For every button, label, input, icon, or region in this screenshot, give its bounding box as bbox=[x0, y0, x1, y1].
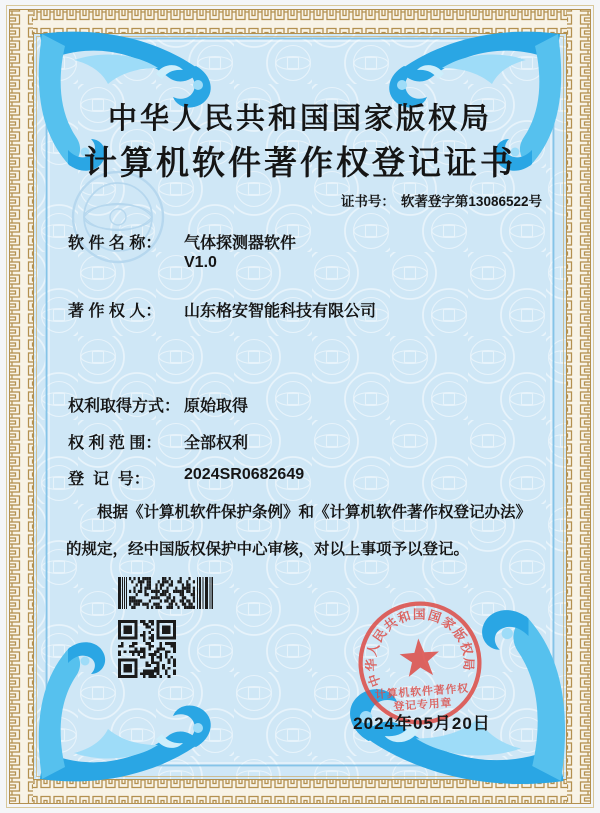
certificate-number-label: 证书号： bbox=[340, 194, 395, 209]
field-registration-number-label: 登 记 号： bbox=[68, 471, 150, 488]
field-registration-number bbox=[68, 466, 544, 488]
field-rights-scope bbox=[68, 430, 544, 452]
seal-line1: 计算机软件著作权 bbox=[374, 682, 470, 702]
qr-code-graphic bbox=[118, 620, 176, 678]
certificate-number bbox=[341, 190, 542, 210]
field-copyright-owner bbox=[68, 298, 544, 320]
certificate-title: 计算机软件著作权登记证书 bbox=[84, 144, 516, 181]
field-copyright-owner-value: 山东格安智能科技有限公司 bbox=[184, 303, 377, 320]
field-copyright-owner-label: 著 作 权 人： bbox=[68, 303, 162, 320]
field-rights-scope-label: 权 利 范 围： bbox=[68, 435, 162, 452]
field-rights-scope-value: 全部权利 bbox=[184, 435, 249, 452]
field-acquisition-method bbox=[68, 393, 544, 415]
issue-date: 2024年05月20日 bbox=[353, 714, 491, 733]
seal-line2: 登记专用章 bbox=[393, 697, 453, 714]
seal-ring-text: 中华人民共和国国家版权局 bbox=[363, 606, 477, 689]
barcode-graphic bbox=[118, 577, 213, 609]
field-acquisition-method-value: 原始取得 bbox=[184, 398, 249, 415]
authority-title: 中华人民共和国国家版权局 bbox=[107, 103, 492, 135]
field-software-version: V1.0 bbox=[184, 254, 217, 271]
field-software-name bbox=[68, 230, 544, 252]
field-acquisition-method-label: 权利取得方式： bbox=[68, 398, 181, 415]
star-icon bbox=[399, 637, 441, 677]
field-software-name-label: 软 件 名 称： bbox=[68, 235, 162, 252]
certificate-number-value: 软著登字第13086522号 bbox=[400, 194, 542, 209]
field-registration-number-value: 2024SR0682649 bbox=[184, 466, 305, 483]
field-software-name-value: 气体探测器软件 bbox=[184, 235, 297, 252]
registration-statement: 根据《计算机软件保护条例》和《计算机软件著作权登记办法》的规定，经中国版权保护中心审核，对以上事项予以登记。 bbox=[66, 504, 532, 558]
